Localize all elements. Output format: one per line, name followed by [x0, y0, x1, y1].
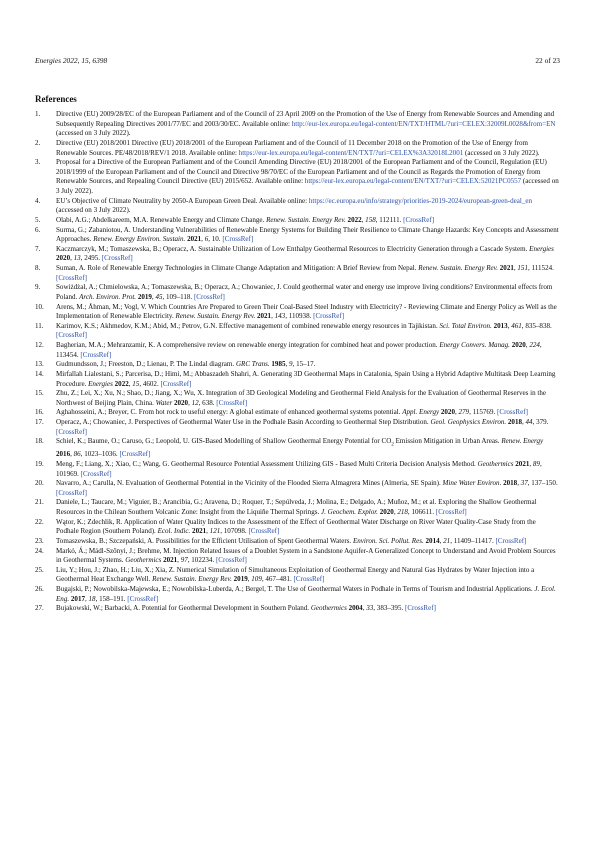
reference-text-segment: Schiel, K.; Baume, O.; Caruso, G.; Leopold, U. GIS-Based Modelling of Shallow Geothermal Energy Potential for CO [56, 437, 392, 446]
reference-text-segment: Operacz, A.; Chowaniec, J. Perspectives of Geothermal Water Use in the Podhale Basin According to Geothermal Step Distribution. [56, 418, 431, 426]
journal-name: Sci. Total Environ. [439, 321, 492, 330]
crossref-link[interactable]: [CrossRef] [56, 488, 87, 497]
reference-text-segment: , 109–118. [162, 292, 194, 301]
reference-item [35, 370, 560, 389]
reference-text [56, 283, 560, 302]
references-list [35, 110, 560, 614]
publication-year: 1985 [271, 360, 286, 369]
reference-item [35, 408, 560, 418]
reference-text-segment: Aghahosseini, A.; Breyer, C. From hot rock to useful energy: A global estimate of enhanced geothermal systems potential. [56, 408, 403, 417]
journal-citation: Energies 2022, 15, 6398 [35, 56, 108, 65]
reference-text-segment: Olabi, A.G.; Abdelkareem, M.A. Renewable Energy and Climate Change. [56, 215, 267, 224]
reference-item [35, 604, 560, 614]
crossref-link[interactable]: [CrossRef] [193, 292, 225, 301]
reference-number: 9. [35, 283, 41, 292]
reference-text-segment: , [271, 312, 275, 321]
reference-text-segment: Mirfallah Lialestani, S.; Parcerisa, D.; Himi, M.; Abbaszadeh Shahri, A. Generating 3D Geothermal Maps in Catalonia, Spain Using a Hybrid Adaptive Multitask Deep Learning Procedure. [56, 369, 556, 388]
journal-name: 45 [155, 292, 163, 301]
reference-text-segment: Tomaszewska, B.; Szczepański, A. Possibilities for the Efficient Utilisation of Spent Geothermal Waters. [56, 536, 353, 545]
reference-text-segment: Gudmundsson, J.; Freeston, D.; Lienau, P. The Lindal diagram. [56, 360, 236, 369]
reference-text-segment: , 137–150. [527, 479, 558, 488]
journal-name: Renew. Sustain. Energy Rev. [152, 575, 232, 584]
reference-text-segment: , 113454. [56, 341, 542, 359]
reference-text-segment: (accessed on 3 July 2022). [463, 148, 540, 157]
reference-text-segment: , [525, 341, 530, 349]
reference-text-segment: Navarro, A.; Carulla, N. Evaluation of Geothermal Potential in the Vicinity of the Flooded Sierra Almagrera Mines (Almeria, SE Spain). [56, 479, 443, 488]
reference-number: 26. [35, 585, 44, 594]
reference-number: 17. [35, 418, 44, 426]
publication-year: 2021 [187, 235, 202, 244]
reference-url-link[interactable]: https://eur-lex.europa.eu/legal-content/EN/TXT/?uri=CELEX:52021PC0557 [304, 177, 522, 186]
publication-year: 2016 [56, 450, 71, 459]
journal-name: J. Geochem. Explor. [321, 508, 378, 517]
crossref-link[interactable]: [CrossRef] [160, 379, 192, 388]
reference-text-segment: Directive (EU) 2009/28/EC of the European Parliament and of the Council of 23 April 2009 on the Promotion of the Use of Energy from Renewable Sources and Amending and Subsequently Repealing Directives 2001/77/EC and 2003/30/EC. Available online: [56, 110, 555, 128]
reference-text-segment: , 158–191. [95, 594, 128, 603]
crossref-link[interactable]: [CrossRef] [80, 469, 112, 478]
reference-number: 16. [35, 408, 44, 417]
publication-year: 2017 [70, 594, 85, 603]
reference-text-segment: , [517, 479, 521, 488]
reference-item [35, 360, 560, 370]
reference-item [35, 479, 560, 498]
reference-text [56, 537, 560, 547]
journal-name: 218 [397, 508, 408, 517]
journal-name: Renew. Energy [501, 437, 544, 446]
reference-item [35, 139, 560, 158]
publication-year: 2013 [493, 321, 508, 330]
reference-text-segment: Wątor, K.; Zdechlik, R. Application of Water Quality Indices to the Assessment of the Effect of Geothermal Water Discharge on River Water Quality-Case Study from the Podhale Region (Southern Poland). [56, 517, 536, 536]
journal-name: 461 [511, 321, 522, 330]
reference-item [35, 341, 560, 360]
reference-number: 25. [35, 565, 44, 574]
reference-number: 8. [35, 264, 41, 272]
reference-number: 15. [35, 389, 44, 398]
reference-text-segment: , 112111. [375, 215, 404, 224]
reference-text-segment: , [393, 508, 398, 517]
reference-text-segment: , [70, 254, 74, 263]
reference-text-segment: , [247, 575, 252, 584]
reference-text-segment: , 835–838. [521, 321, 552, 330]
reference-number: 21. [35, 498, 44, 507]
journal-name: 89 [532, 459, 540, 468]
reference-text-segment: Markó, Á.; Mádl-Szőnyi, J.; Brehme, M. Injection Related Issues of a Doublet System in a Sandstone Aquifer-A Generalized Concept to Understand and Avoid Problem Sources in Geothermal Systems. [56, 546, 556, 565]
journal-name: 279 [458, 408, 470, 417]
reference-text-segment: , [439, 536, 444, 545]
journal-name: 158 [365, 215, 376, 224]
reference-text-segment: , 467–481. [261, 575, 294, 584]
reference-url-link[interactable]: http://eur-lex.europa.eu/legal-content/EN/TXT/HTML/?uri=CELEX:32009L0028&from=EN [291, 119, 556, 128]
reference-text-segment: , 4602. [139, 379, 161, 388]
reference-text-segment: , 1023–1036. [80, 450, 120, 459]
journal-name: Geothermics [477, 459, 514, 468]
journal-name: 6 [204, 235, 209, 244]
reference-text-segment: Bagherian, M.A.; Mehranzamir, K. A comprehensive review on renewable energy integration for combined heat and power production. [56, 341, 440, 349]
reference-item [35, 585, 560, 604]
reference-number: 10. [35, 302, 44, 311]
publication-year: 2022 [114, 379, 129, 388]
reference-text-segment: , 106611. [407, 508, 436, 517]
reference-text [56, 370, 560, 389]
journal-name: 224 [529, 341, 540, 349]
reference-text-segment: Sowiżdżał, A.; Chmielowska, A.; Tomaszewska, B.; Operacz, A.; Chowaniec, J. Could geothermal water and energy use improve living conditions? Environmental effects from Poland. [56, 283, 553, 301]
reference-item [35, 389, 560, 408]
reference-text-segment: (accessed on 3 July 2022). [56, 206, 131, 215]
crossref-link[interactable]: [CrossRef] [497, 408, 528, 417]
crossref-link[interactable]: [CrossRef] [56, 427, 87, 436]
reference-text-segment: , [188, 398, 192, 407]
journal-name: Energy Convers. Manag. [439, 341, 510, 349]
journal-name: Ecol. Indic. [157, 527, 191, 536]
crossref-link[interactable]: [CrossRef] [222, 235, 254, 244]
reference-number: 22. [35, 517, 44, 526]
reference-number: 19. [35, 459, 44, 468]
reference-text-segment: Kaczmarczyk, M.; Tomaszewska, B.; Operacz, A. Sustainable Utilization of Low Enthalpy Geothermal Resources to Electricity Generation through a Cascade System. [56, 244, 530, 253]
reference-text [56, 110, 560, 139]
reference-url-link[interactable]: https://ec.europa.eu/info/strategy/priorities-2019-2024/european-green-deal_en [308, 196, 532, 205]
journal-name: 15 [132, 379, 140, 388]
reference-text-segment: , 383–395. [373, 604, 405, 613]
reference-number: 2. [35, 138, 41, 147]
reference-number: 3. [35, 158, 41, 167]
reference-item [35, 537, 560, 547]
reference-text-segment: Bugajski, P.; Nowobilska-Majewska, E.; Nowobilska-Luberda, A.; Bergel, T. The Use of Geothermal Waters in Podhale in Terms of Tourism and Industrial Applications. [56, 585, 535, 594]
journal-name: Renew. Energy Environ. Sustain. [93, 235, 186, 244]
reference-text-segment: , [84, 594, 89, 603]
journal-name: 12 [191, 398, 199, 407]
publication-year: 2022 [347, 215, 362, 224]
reference-text-segment: , 638. [198, 398, 217, 407]
reference-text-segment: , [70, 450, 74, 459]
journal-name: Energies [88, 379, 113, 388]
reference-text-segment: , [361, 215, 366, 224]
reference-number: 20. [35, 479, 44, 488]
reference-text [56, 585, 560, 604]
reference-text-segment: , 11409–11417. [450, 536, 496, 545]
journal-name: Energies [529, 244, 554, 253]
journal-name: 21 [443, 536, 451, 545]
reference-number: 4. [35, 196, 41, 205]
reference-text [56, 245, 560, 264]
reference-number: 6. [35, 225, 41, 234]
reference-text [56, 418, 560, 437]
reference-text-segment: , 110938. [285, 312, 314, 321]
reference-text-segment: , 379. [532, 418, 549, 426]
crossref-link[interactable]: [CrossRef] [101, 254, 133, 263]
reference-item [35, 566, 560, 585]
journal-name: 18 [88, 594, 96, 603]
crossref-link[interactable]: [CrossRef] [56, 331, 87, 340]
reference-text-segment: , [177, 556, 181, 565]
crossref-link[interactable]: [CrossRef] [403, 215, 435, 224]
crossref-link[interactable]: [CrossRef] [495, 536, 527, 545]
reference-number: 27. [35, 604, 44, 613]
reference-item [35, 460, 560, 479]
crossref-link[interactable]: [CrossRef] [215, 556, 247, 565]
journal-name: 13 [73, 254, 81, 263]
reference-text-segment: , [206, 527, 210, 536]
reference-number: 13. [35, 360, 44, 369]
journal-name: Appl. Energy [402, 408, 440, 417]
reference-text-segment: , [513, 264, 518, 272]
crossref-link[interactable]: [CrossRef] [313, 312, 345, 321]
reference-item [35, 322, 560, 341]
publication-year: 2019 [233, 575, 248, 584]
reference-text [56, 566, 560, 585]
reference-item [35, 245, 560, 264]
reference-url-link[interactable]: https://eur-lex.europa.eu/legal-content/EN/TXT/?uri=CELEX%3A32018L2001 [238, 148, 464, 157]
journal-name: GRC Trans. [235, 360, 270, 369]
crossref-link[interactable]: [CrossRef] [119, 450, 151, 459]
publication-year: 2021 [515, 459, 530, 468]
reference-text-segment: Arens, M.; Åhman, M.; Vogl, V. Which Countries Are Prepared to Green Their Coal-Based Steel Industry with Electricity? - Reviewing Climate and Energy Policy as Well as the Implementation of Renewable Electricity. [56, 302, 557, 321]
reference-text-segment: , [522, 418, 526, 426]
publication-year: 2021 [499, 264, 514, 272]
publication-year: 2020 [56, 254, 71, 263]
reference-number: 14. [35, 369, 44, 378]
journal-name: Water [155, 398, 173, 407]
reference-text-segment: (accessed on 3 July 2022). [56, 177, 559, 195]
reference-text-segment: , [454, 408, 459, 417]
reference-item [35, 437, 560, 460]
reference-text [56, 408, 560, 418]
crossref-link[interactable]: [CrossRef] [56, 273, 87, 282]
crossref-link[interactable]: [CrossRef] [293, 575, 325, 584]
publication-year: 2020 [173, 398, 189, 407]
reference-text-segment: Directive (EU) 2018/2001 Directive (EU) 2018/2001 of the European Parliament and of the Council of 11 December 2018 on the Promotion of the Use of Energy from Renewable Sources. PE/48/2018/REV/1 2018. Available online: [56, 138, 529, 157]
journal-name: Mine Water Environ. [442, 479, 502, 488]
journal-name: 121 [209, 527, 221, 536]
publication-year: 2019 [137, 292, 152, 301]
journal-name: 9 [289, 360, 293, 369]
journal-name: Arch. Environ. Prot. [79, 292, 137, 301]
reference-item [35, 518, 560, 537]
reference-text-segment: Suman, A. Role of Renewable Energy Technologies in Climate Change Adaptation and Mitigation: A Brief Review from Nepal. [56, 264, 419, 272]
subscript: 2 [391, 442, 394, 448]
publication-year: 2018 [503, 479, 518, 488]
reference-number: 1. [35, 110, 41, 118]
journal-name: 151 [517, 264, 528, 272]
journal-name: Renew. Sustain. Energy Rev. [418, 264, 499, 272]
journal-name: 97 [180, 556, 188, 565]
reference-text-segment: , 102234. [187, 556, 216, 565]
reference-text-segment: , 115769. [469, 408, 498, 417]
reference-item [35, 226, 560, 245]
reference-text [56, 322, 560, 341]
journal-name: Geothermics [310, 604, 347, 613]
reference-text-segment: , 10. [208, 235, 223, 244]
journal-name: J. Ecol. Eng. [56, 585, 556, 603]
reference-text [56, 389, 560, 408]
reference-text [56, 547, 560, 566]
reference-item [35, 197, 560, 216]
reference-number: 5. [35, 215, 41, 224]
crossref-link[interactable]: [CrossRef] [248, 527, 280, 536]
reference-text [56, 604, 560, 614]
reference-text-segment: , 107098. [220, 527, 249, 536]
journal-name: 33 [366, 604, 374, 613]
reference-text [56, 460, 560, 479]
crossref-link[interactable]: [CrossRef] [127, 594, 159, 603]
crossref-link[interactable]: [CrossRef] [80, 350, 112, 359]
journal-name: Environ. Sci. Pollut. Res. [352, 536, 424, 545]
reference-text-segment: (accessed on 3 July 2022). [56, 129, 131, 138]
reference-text-segment: , [529, 459, 533, 468]
reference-text [56, 216, 560, 226]
reference-number: 18. [35, 437, 44, 446]
publication-year: 2021 [163, 556, 178, 565]
reference-text [56, 518, 560, 537]
reference-item [35, 264, 560, 283]
reference-text-segment: , [285, 360, 290, 369]
reference-text [56, 264, 560, 283]
references-heading: References [35, 94, 77, 104]
reference-text-segment: Karimov, K.S.; Akhmedov, K.M.; Abid, M.; Petrov, G.N. Effective management of combined renewable energy resources in Tajikistan. [56, 321, 440, 330]
journal-name: Geothermics [125, 556, 162, 565]
reference-text-segment: , [362, 604, 367, 613]
reference-text-segment: Daniele, L.; Taucare, M.; Viguier, B.; Arancibia, G.; Aravena, D.; Roquer, T.; Sepúlveda, J.; Molina, E.; Delgado, A.; Muñoz, M.; et al. Exploring the Shallow Geothermal Resources in the Chilean Southern Volcanic Zone: Insight from the Liquiñe Thermal Springs. [56, 498, 537, 517]
page-number: 22 of 23 [535, 56, 560, 65]
reference-number: 23. [35, 536, 44, 545]
crossref-link[interactable]: [CrossRef] [405, 604, 436, 613]
reference-text [56, 226, 560, 245]
page-header [35, 56, 560, 68]
publication-year: 2021 [256, 312, 272, 321]
reference-text [56, 498, 560, 517]
publication-year: 2021 [192, 527, 207, 536]
reference-number: 12. [35, 341, 44, 349]
journal-name: Renew. Sustain. Energy Rev. [266, 215, 346, 224]
journal-name: 37 [520, 479, 528, 488]
reference-item [35, 418, 560, 437]
journal-name: Geol. Geophysics Environ. [430, 418, 507, 426]
publication-year: 2004 [348, 604, 363, 613]
reference-text-segment: , [201, 235, 205, 244]
publication-year: 2020 [379, 508, 394, 517]
reference-text-segment: , [507, 321, 512, 330]
reference-text-segment: , [151, 292, 156, 301]
reference-text [56, 360, 560, 370]
reference-text [56, 341, 560, 360]
reference-text-segment: Surma, G.; Zabaniotou, A. Understanding Vulnerabilities of Renewable Energy Systems for Building Their Resilience to Climate Change Hazards: Key Concepts and Assessment Approaches. [56, 225, 559, 244]
reference-item [35, 283, 560, 302]
journal-name: 44 [525, 418, 533, 426]
journal-name: Renew. Sustain. Energy Rev. [175, 312, 256, 321]
reference-text-segment: , 101969. [56, 459, 542, 478]
reference-text-segment: , 111524. [527, 264, 554, 272]
publication-year: 2018 [507, 418, 522, 426]
reference-text [56, 437, 560, 460]
reference-number: 24. [35, 546, 44, 555]
journal-name: 86 [73, 450, 81, 459]
reference-item [35, 498, 560, 517]
reference-text-segment: EU’s Objective of Climate Neutrality by 2050-A European Green Deal. Available online: [56, 196, 309, 205]
publication-year: 2014 [425, 536, 440, 545]
reference-item [35, 303, 560, 322]
reference-number: 11. [35, 321, 44, 330]
reference-text [56, 303, 560, 322]
reference-text-segment: Proposal for a Directive of the European Parliament and of the Council Amending Directive (EU) 2018/2001 of the European Parliament and of the Council, Regulation (EU) 2018/1999 of the European Parliament and of the Council and Directive 98/70/EC of the European Parliament and of the Council as Regards the Promotion of Energy from Renewable Sources, and Repealing Council Directive (EU) 2015/652. Available online: [56, 158, 547, 186]
journal-name: 143 [274, 312, 286, 321]
reference-text-segment: Liu, Y.; Hou, J.; Zhao, H.; Liu, X.; Xia, Z. Numerical Simulation of Simultaneous Exploitation of Geothermal Energy and Natural Gas Hydrates by Water Injection into a Geothermal Heat Exchange Well. [56, 565, 535, 584]
reference-text-segment: Meng, F.; Liang, X.; Xiao, C.; Wang, G. Geothermal Resource Potential Assessment Utilizing GIS - Based Multi Criteria Decision Analysis Method. [56, 459, 478, 468]
publication-year: 2020 [511, 341, 526, 349]
reference-text-segment: , 2495. [80, 254, 102, 263]
reference-number: 7. [35, 244, 41, 253]
reference-text-segment: Bujakowski, W.; Barbacki, A. Potential for Geothermal Development in Southern Poland. [56, 604, 311, 613]
reference-text-segment: Zhu, Z.; Lei, X.; Xu, N.; Shao, D.; Jiang, X.; Wu, X. Integration of 3D Geological Modeling and Geothermal Field Analysis for the Evaluation of Geothermal Reserves in the Northwest of Beijing Plain, China. [56, 389, 547, 407]
reference-text-segment: Emission Mitigation in Urban Areas. [393, 437, 502, 446]
crossref-link[interactable]: [CrossRef] [435, 508, 467, 517]
journal-name: 109 [251, 575, 262, 584]
reference-text [56, 197, 560, 216]
reference-text-segment: , [128, 379, 133, 388]
publication-year: 2020 [440, 408, 455, 417]
reference-item [35, 216, 560, 226]
reference-text-segment: , 15–17. [292, 360, 316, 369]
reference-item [35, 110, 560, 139]
crossref-link[interactable]: [CrossRef] [216, 398, 248, 407]
reference-text [56, 158, 560, 197]
reference-text [56, 479, 560, 498]
reference-item [35, 547, 560, 566]
reference-text [56, 139, 560, 158]
reference-item [35, 158, 560, 197]
